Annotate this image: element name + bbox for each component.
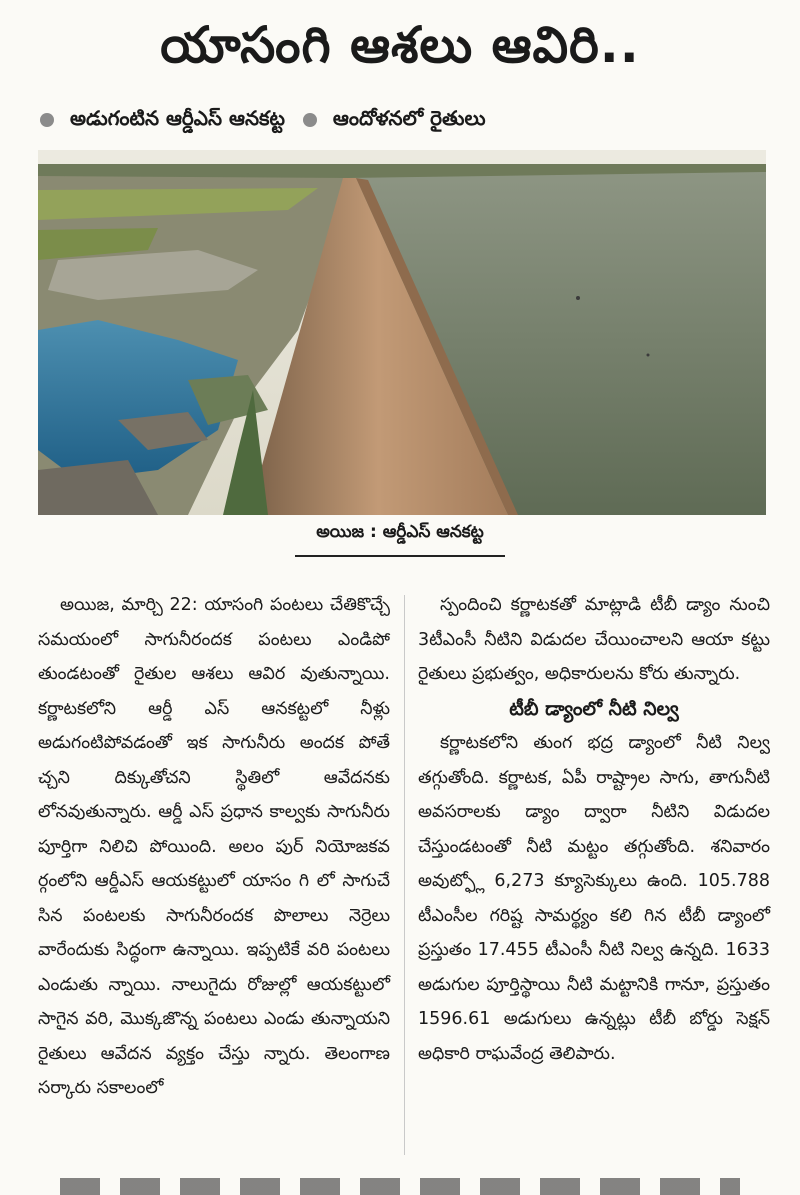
subheading-2 [303,106,486,135]
next-headline-fragment [60,1178,740,1195]
article-paragraph: స్పందించి కర్ణాటకతో మాట్లాడి టీబీ డ్యాం నుంచి 3టీఎంసీ నీటిని విడుదల చేయించాలని ఆయా కట్టు రైతులు ప్రభుత్వం, అధికారులను కోరు తున్నారు. [418,595,770,684]
dam-reservoir-photo [38,150,766,515]
subheading-text: అడుగంటిన ఆర్డీఎస్ ఆనకట్ట [70,105,285,130]
article-paragraph: అయిజ, మార్చి 22: యాసంగి పంటలు చేతికొచ్చే సమయంలో సాగునీరందక పంటలు ఎండిపో తుండటంతో రైతుల ఆశలు ఆవిర వుతున్నాయి. కర్ణాటకలోని ఆర్డీ ఎస్ ఆనకట్టలో నీళ్లు అడుగంటిపోవడంతో ఇక సాగునీరు అందక పోతే చ్చని దిక్కుతోచని స్థితిలో ఆవేదనకు లోనవుతున్నారు. ఆర్డీ ఎస్ ప్రధాన కాల్వకు సాగునీరు పూర్తిగా నిలిచి పోయింది. అలం పుర్ నియోజకవ ర్గంలోని ఆర్డీఎస్ ఆయకట్టులో యాసం గి లో సాగుచే సిన పంటలకు సాగునీరందక పొలాలు నెర్రెలు వారేందుకు సిద్ధంగా ఉన్నాయి. ఇప్పటికే వరి పంటలు ఎండుతు న్నాయి. నాలుగైదు రోజుల్లో ఆయకట్టులో సాగైన వరి, మొక్కజొన్న పంటలు ఎండు తున్నాయని రైతులు ఆవేదన వ్యక్తం చేస్తు న్నారు. తెలంగాణ సర్కారు సకాలంలో [38,595,390,1098]
headline: యాసంగి ఆశలు ఆవిరి.. [160,16,640,74]
bullet-icon [40,113,54,127]
subheadings [40,102,780,138]
bullet-icon [303,113,317,127]
subheading-text: ఆందోళనలో రైతులు [332,105,486,130]
section-title: టీబీ డ్యాంలో నీటి నిల్వ [509,697,679,720]
article-paragraph: కర్ణాటకలోని తుంగ భద్ర డ్యాంలో నీటి నిల్వ తగ్గుతోంది. కర్ణాటక, ఏపీ రాష్ట్రాల సాగు, తాగునీటి అవసరాలకు డ్యాం ద్వారా నీటిని విడుదల చేస్తుండటంతో నీటి మట్టం తగ్గుతోంది. శనివారం అవుట్ఫ్లో 6,273 క్యూసెక్కులు ఉంది. 105.788 టీఎంసీల గరిష్ట సామర్థ్యం కలి గిన టీబీ డ్యాంలో ప్రస్తుతం 17.455 టీఎంసీ నీటి నిల్వ ఉన్నది. 1633 అడుగుల పూర్తిస్థాయి నీటి మట్టానికి గానూ, ప్రస్తుతం 1596.61 అడుగులు ఉన్నట్లు టీబీ బోర్డు సెక్షన్ అధికారి రాఘవేంద్ర తెలిపారు. [418,733,770,1064]
column-divider [404,595,405,1155]
subheading-1 [40,106,285,135]
caption-underline [295,555,505,557]
article-column-left [38,588,390,1106]
photo-caption: అయిజ : ఆర్డీఎస్ ఆనకట్ట [316,522,484,542]
article-column-right [418,588,770,1071]
dam-reservoir-icon [38,150,766,515]
